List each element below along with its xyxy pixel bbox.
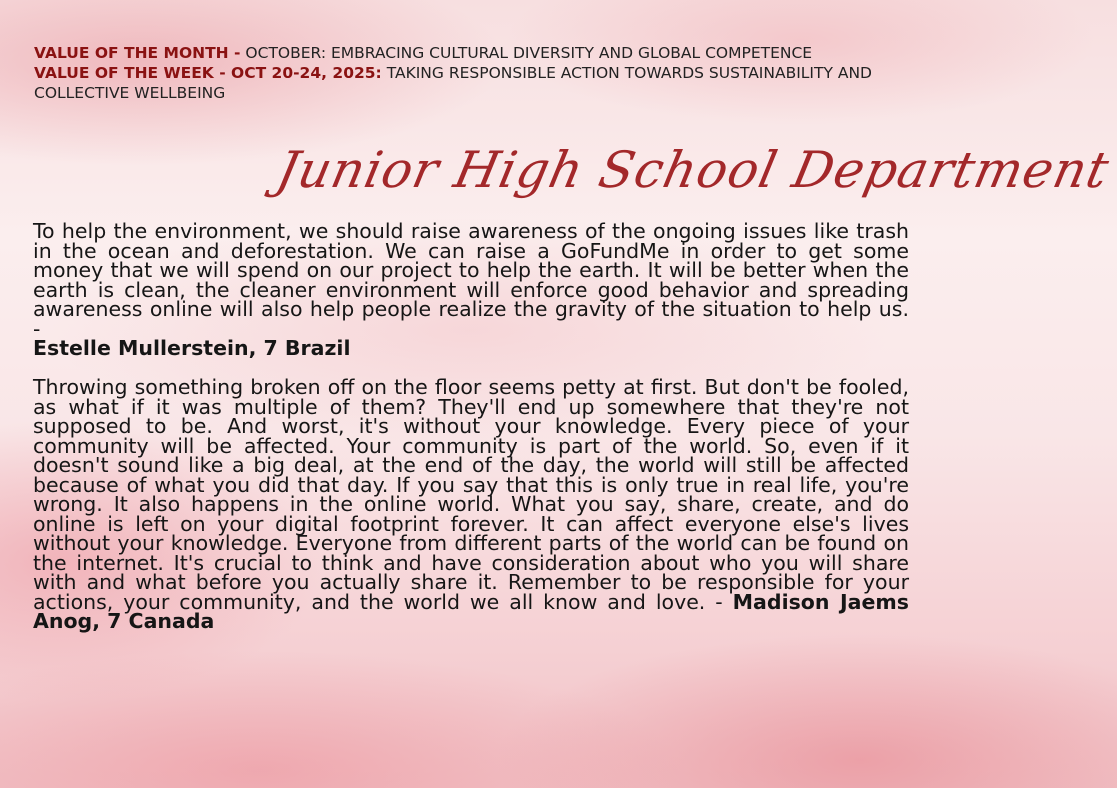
essay-text: Throwing something broken off on the floor seems petty at first. But don't be fooled, as what if it was multiple of them? They'll end up somewhere that they're not supposed to be. And worst, it's without your knowledge. Every piece of your community will be affected. Your community is part of the world. So, even if it doesn't sound like a big deal, at the end of the day, the world will still be affected because of what you did that day. If you say that this is only true in real life, you're wrong. It also happens in the online world. What you say, share, create, and do online is left on your digital footprint forever. It can affect everyone else's lives without your knowledge. Everyone from different parts of the world can be found on the internet. It's crucial to think and have consideration about who you will share with and what before you actually share it. Remember to be responsible for your actions, your community, and the world we all know and love. - (33, 375, 909, 614)
essay-author: Estelle Mullerstein, 7 Brazil (33, 336, 351, 360)
essay-entry (33, 219, 909, 360)
value-of-the-month (34, 43, 924, 63)
essay-body (33, 219, 909, 633)
month-text: OCTOBER: EMBRACING CULTURAL DIVERSITY AND GLOBAL COMPETENCE (245, 44, 813, 62)
month-label: VALUE OF THE MONTH - (34, 44, 241, 62)
values-header (34, 43, 924, 103)
department-title: Junior High School Department (271, 141, 1115, 199)
essay-text: To help the environment, we should raise awareness of the ongoing issues like trash in the ocean and deforestation. We can raise a GoFundMe in order to get some money that we will spend on our project to help the earth. It will be better when the earth is clean, the cleaner environment will enforce good behavior and spreading awareness online will also help people realize the gravity of the situation to help us. - (33, 219, 909, 341)
week-label: VALUE OF THE WEEK - OCT 20-24, 2025: (34, 64, 382, 82)
essay-author: Madison Jaems Anog, 7 Canada (33, 589, 909, 633)
week-text: TAKING RESPONSIBLE ACTION TOWARDS SUSTAINABILITY AND COLLECTIVE WELLBEING (34, 64, 872, 102)
essay-entry (33, 375, 909, 633)
value-of-the-week (34, 63, 924, 103)
